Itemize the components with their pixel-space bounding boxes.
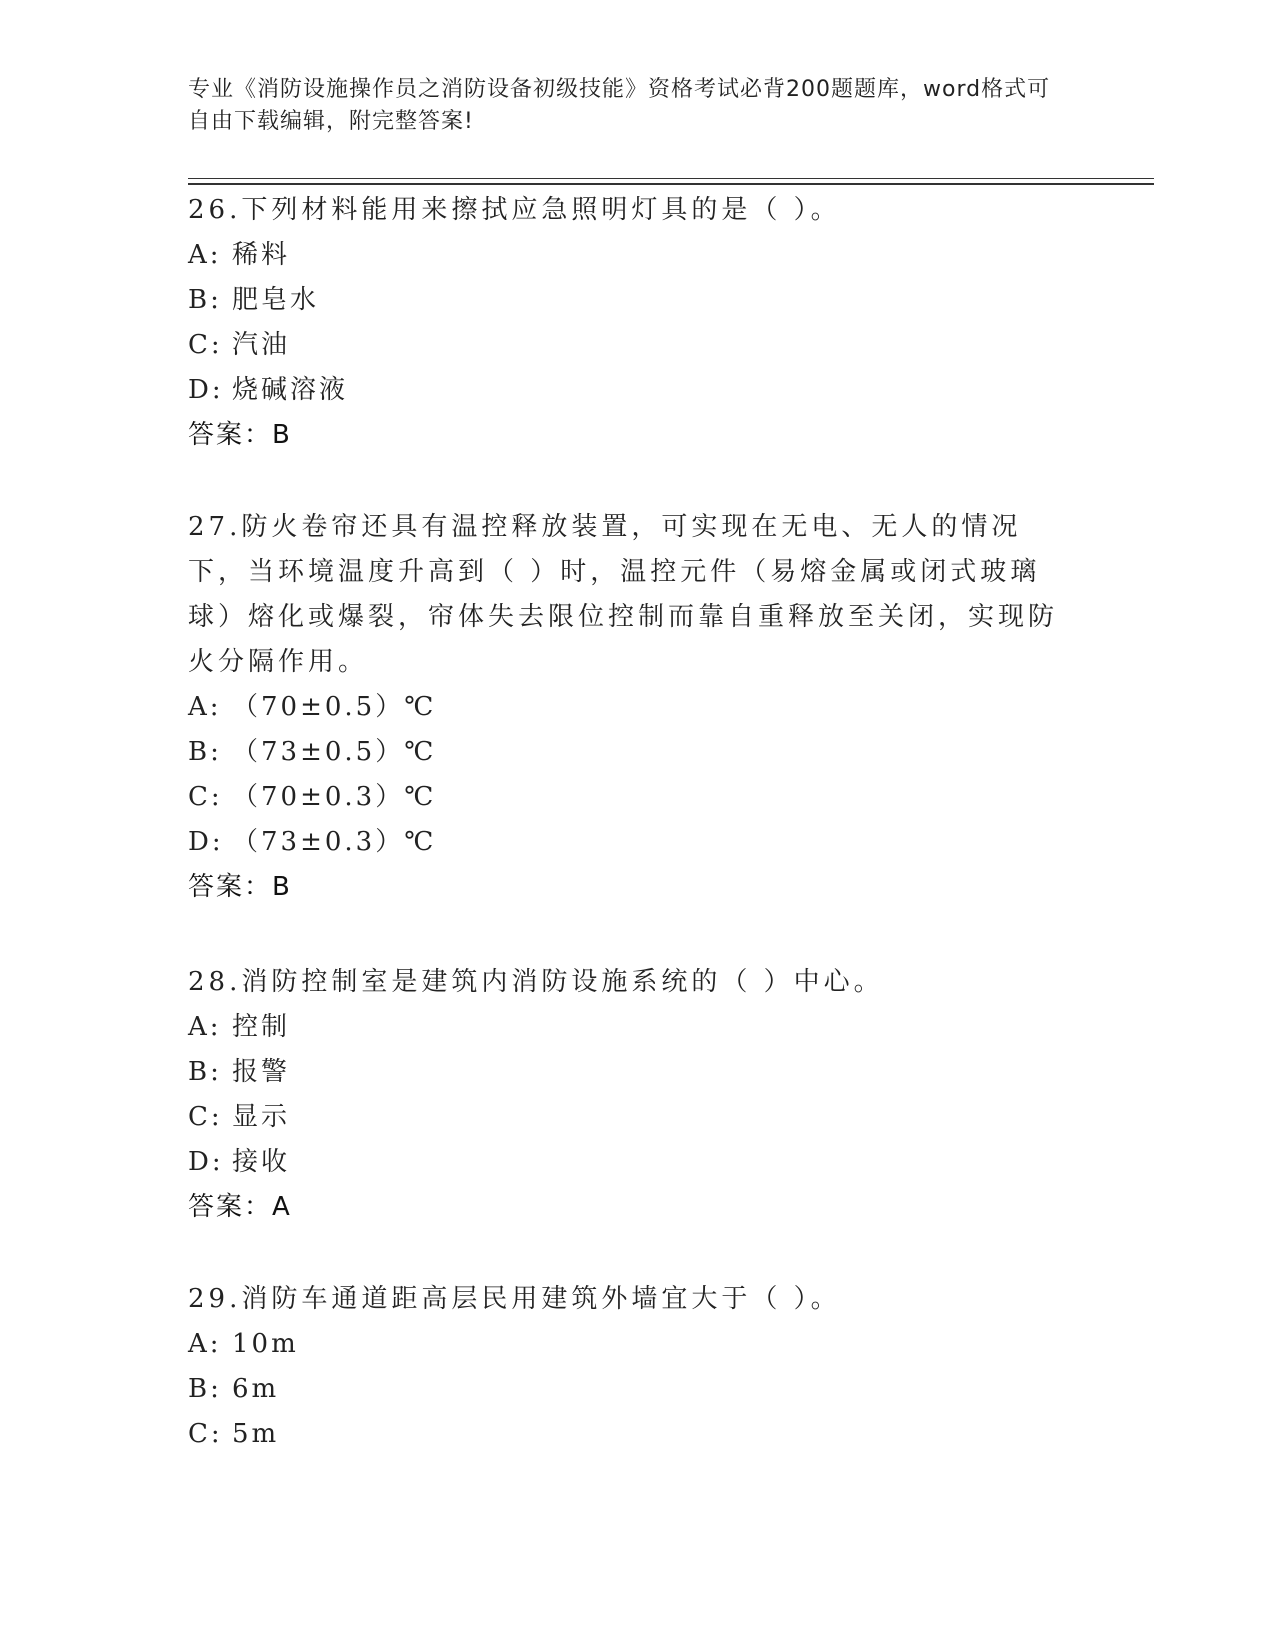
option-text: 显示 — [232, 1102, 291, 1132]
option-a — [188, 1005, 1068, 1050]
option-d — [188, 820, 1068, 865]
option-text: （70±0.3）℃ — [232, 782, 437, 812]
option-text: 报警 — [232, 1057, 291, 1087]
question-27 — [188, 505, 1068, 910]
option-letter: A: — [188, 692, 222, 722]
option-d — [188, 368, 1068, 413]
question-stem: 29.消防车通道距高层民用建筑外墙宜大于（ ）。 — [188, 1284, 841, 1314]
option-a — [188, 685, 1068, 730]
option-letter: A: — [188, 240, 222, 270]
question-stem: 28.消防控制室是建筑内消防设施系统的（ ）中心。 — [188, 967, 884, 997]
option-a — [188, 233, 1068, 278]
option-text: 接收 — [232, 1147, 291, 1177]
option-b — [188, 730, 1068, 775]
option-letter: B: — [188, 1057, 222, 1087]
option-text: （73±0.5）℃ — [232, 737, 437, 767]
option-text: （70±0.5）℃ — [232, 692, 437, 722]
header-divider-thick — [188, 183, 1154, 185]
option-letter: B: — [188, 1374, 222, 1404]
answer-line: 答案：B — [188, 420, 292, 450]
document-header: 专业《消防设施操作员之消防设备初级技能》资格考试必背200题题库，word格式可自由下载编辑，附完整答案! — [188, 77, 1051, 134]
header-divider-thin — [188, 178, 1154, 179]
option-text: 控制 — [232, 1012, 291, 1042]
option-d — [188, 1140, 1068, 1185]
option-text: 汽油 — [232, 330, 291, 360]
option-c — [188, 775, 1068, 820]
option-text: 烧碱溶液 — [232, 375, 349, 405]
option-letter: C: — [188, 1102, 223, 1132]
answer-line: 答案：A — [188, 1192, 292, 1222]
question-28 — [188, 960, 1068, 1230]
option-c — [188, 1095, 1068, 1140]
option-b — [188, 278, 1068, 323]
question-stem: 26.下列材料能用来擦拭应急照明灯具的是（ ）。 — [188, 195, 841, 225]
option-letter: C: — [188, 782, 223, 812]
option-letter: B: — [188, 737, 222, 767]
option-text: 6m — [232, 1374, 280, 1404]
question-26 — [188, 188, 1068, 458]
option-letter: B: — [188, 285, 222, 315]
option-letter: C: — [188, 330, 223, 360]
option-letter: D: — [188, 1147, 224, 1177]
option-letter: C: — [188, 1419, 223, 1449]
option-letter: A: — [188, 1012, 222, 1042]
option-a — [188, 1322, 1068, 1367]
option-text: （73±0.3）℃ — [232, 827, 437, 857]
option-b — [188, 1050, 1068, 1095]
question-29 — [188, 1277, 1068, 1457]
option-text: 5m — [232, 1419, 280, 1449]
option-text: 肥皂水 — [232, 285, 320, 315]
answer-line: 答案：B — [188, 872, 292, 902]
option-text: 稀料 — [232, 240, 291, 270]
option-c — [188, 323, 1068, 368]
question-stem: 27.防火卷帘还具有温控释放装置，可实现在无电、无人的情况下，当环境温度升高到（ ）时，温控元件（易熔金属或闭式玻璃球）熔化或爆裂，帘体失去限位控制而靠自重释放至关闭，实现防火分隔作用。 — [188, 512, 1059, 677]
option-letter: D: — [188, 827, 224, 857]
option-letter: D: — [188, 375, 224, 405]
option-letter: A: — [188, 1329, 222, 1359]
option-b — [188, 1367, 1068, 1412]
option-c — [188, 1412, 1068, 1457]
option-text: 10m — [232, 1329, 299, 1359]
